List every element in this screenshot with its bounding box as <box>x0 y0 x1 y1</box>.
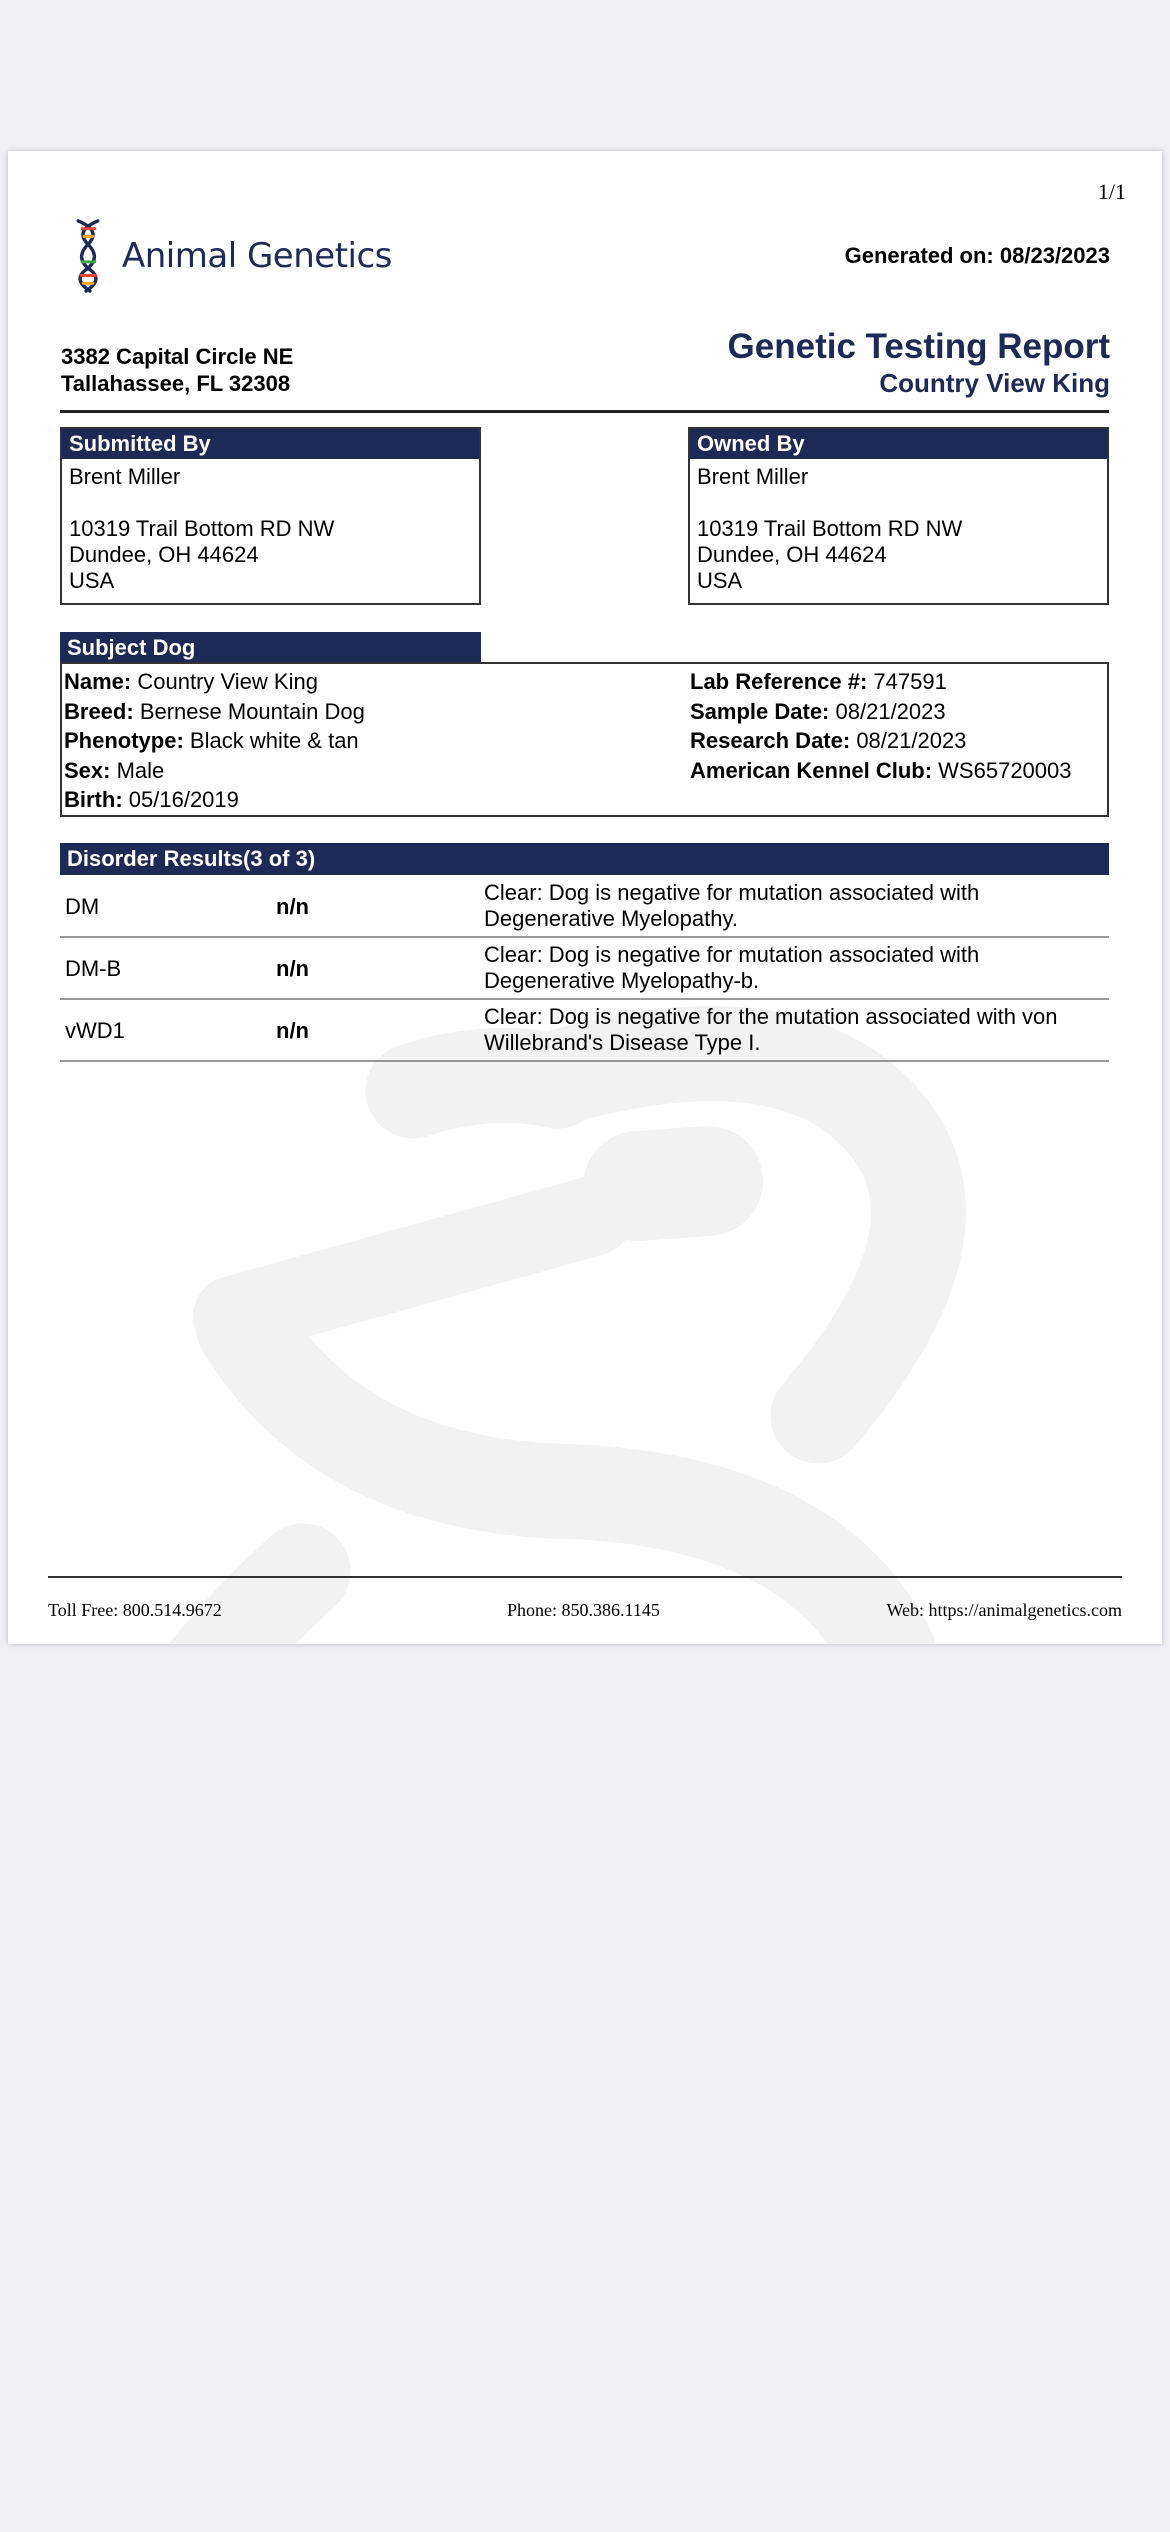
footer-phone: Phone: 850.386.1145 <box>507 1600 660 1620</box>
owner-city: Dundee, OH 44624 <box>697 542 887 567</box>
lab-address <box>61 343 293 397</box>
subject-field-akc: American Kennel Club: WS65720003 <box>690 757 1072 783</box>
report-page <box>8 151 1162 1644</box>
subject-field-birth: Birth: 05/16/2019 <box>64 787 239 812</box>
subject-field-sex: Sex: Male <box>64 757 165 783</box>
owned-by-heading: Owned By <box>690 429 1107 459</box>
owner-street: 10319 Trail Bottom RD NW <box>697 516 963 541</box>
disorder-description: Clear: Dog is negative for mutation associated with Degenerative Myelopathy-b. <box>484 942 980 993</box>
owner-name: Brent Miller <box>697 464 809 489</box>
disorder-description: Clear: Dog is negative for mutation associated with Degenerative Myelopathy. <box>484 880 980 931</box>
disorder-results-heading: Disorder Results(3 of 3) <box>60 843 1109 875</box>
table-row <box>60 876 1109 938</box>
subject-field-lab-reference: Lab Reference #: 747591 <box>690 669 947 694</box>
dna-helix-icon <box>68 217 108 295</box>
owned-by-box <box>688 427 1109 605</box>
submitter-name: Brent Miller <box>69 464 181 489</box>
brand-name: Animal Genetics <box>122 236 392 276</box>
brand-logo <box>68 216 392 296</box>
submitter-city: Dundee, OH 44624 <box>69 542 259 567</box>
submitted-by-box <box>60 427 481 605</box>
footer-web-link[interactable]: Web: https://animalgenetics.com <box>886 1600 1122 1620</box>
generated-label: Generated on: <box>844 243 994 268</box>
disorder-genotype: n/n <box>276 1018 309 1043</box>
submitter-street: 10319 Trail Bottom RD NW <box>69 516 335 541</box>
subject-field-phenotype: Phenotype: Black white & tan <box>64 728 359 753</box>
lab-address-line1: 3382 Capital Circle NE <box>61 344 294 369</box>
generated-value: 08/23/2023 <box>999 243 1110 268</box>
subject-field-breed: Breed: Bernese Mountain Dog <box>64 698 365 724</box>
table-row <box>60 938 1109 1000</box>
table-row <box>60 1000 1109 1062</box>
owner-country: USA <box>697 568 743 593</box>
subject-dog-box <box>60 662 1109 817</box>
footer-toll-free: Toll Free: 800.514.9672 <box>48 1600 222 1620</box>
subject-field-research-date: Research Date: 08/21/2023 <box>690 728 967 753</box>
generated-date <box>845 243 1110 269</box>
submitter-country: USA <box>69 568 115 593</box>
disorder-name: vWD1 <box>65 1018 125 1043</box>
disorder-name: DM-B <box>65 956 122 981</box>
subject-details-right <box>690 667 1072 785</box>
header-divider <box>60 410 1109 413</box>
subject-field-sample-date: Sample Date: 08/21/2023 <box>690 698 946 724</box>
disorder-description: Clear: Dog is negative for the mutation associated with von Willebrand's Disease Type I. <box>484 1004 1058 1055</box>
lab-address-line2: Tallahassee, FL 32308 <box>61 371 291 396</box>
disorder-results-table <box>60 876 1109 1062</box>
submitted-by-heading: Submitted By <box>62 429 479 459</box>
disorder-genotype: n/n <box>276 894 309 919</box>
report-title: Genetic Testing Report <box>727 327 1110 366</box>
subject-details-left <box>64 667 365 815</box>
subject-field-name: Name: Country View King <box>64 669 318 694</box>
subject-dog-heading: Subject Dog <box>60 632 481 663</box>
disorder-genotype: n/n <box>276 956 309 981</box>
footer-divider <box>48 1576 1122 1578</box>
page-number: 1/1 <box>1097 179 1126 204</box>
disorder-name: DM <box>65 894 100 919</box>
report-subtitle: Country View King <box>879 368 1110 398</box>
